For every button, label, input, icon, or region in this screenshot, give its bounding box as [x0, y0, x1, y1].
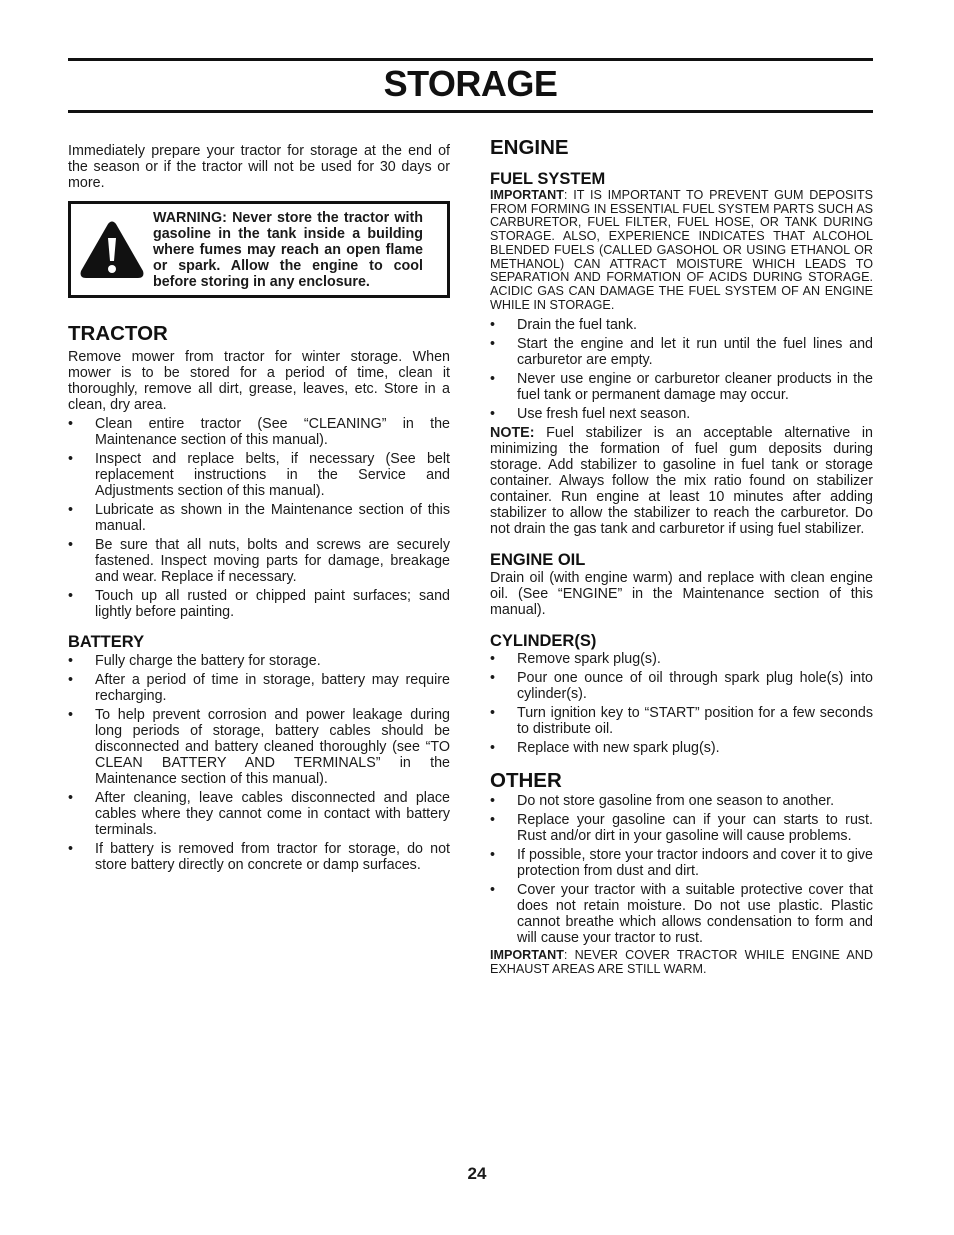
list-item: • After cleaning, leave cables disconnected and place cables where they cannot come in contact with battery terminals.: [68, 790, 450, 838]
fuel-system-heading: FUEL SYSTEM: [490, 170, 606, 188]
list-item: • Be sure that all nuts, bolts and screws are securely fastened. Inspect moving parts for damage, breakage and wear. Replace if necessary.: [68, 537, 450, 585]
left-column: [68, 143, 450, 876]
list-item: • To help prevent corrosion and power leakage during long periods of storage, battery cables should be disconnected and battery cleaned thoroughly (see “TO CLEAN BATTERY AND TERMINALS” in the Maintenance section of this manual).: [68, 707, 450, 787]
list-item: • Inspect and replace belts, if necessary (See belt replacement instructions in the Service and Adjustments section of this manual).: [68, 451, 450, 499]
tractor-heading: TRACTOR: [68, 322, 168, 345]
engine-oil-heading: ENGINE OIL: [490, 551, 586, 570]
cylinders-heading: CYLINDER(S): [490, 632, 597, 651]
list-item: • Touch up all rusted or chipped paint surfaces; sand lightly before painting.: [68, 588, 450, 620]
intro-paragraph: Immediately prepare your tractor for storage at the end of the season or if the tractor will not be used for 30 days or more.: [68, 143, 450, 191]
other-heading: OTHER: [490, 769, 562, 793]
note-label: NOTE:: [490, 425, 535, 442]
list-item: • Never use engine or carburetor cleaner products in the fuel tank or permanent damage may occur.: [490, 371, 873, 403]
other-list: [490, 793, 873, 946]
list-item: • If possible, store your tractor indoors and cover it to give protection from dust and dirt.: [490, 847, 873, 879]
tractor-list: [68, 416, 450, 620]
cylinders-list: [490, 651, 873, 756]
list-item: • Clean entire tractor (See “CLEANING” in the Maintenance section of this manual).: [68, 416, 450, 448]
important-text: : NEVER COVER TRACTOR WHILE ENGINE AND EXHAUST AREAS ARE STILL WARM.: [490, 948, 873, 977]
right-column: [490, 136, 873, 977]
battery-list: [68, 653, 450, 873]
list-item: • Lubricate as shown in the Maintenance section of this manual.: [68, 502, 450, 534]
list-item: • Replace your gasoline can if your can starts to rust. Rust and/or dirt in your gasoline will cause problems.: [490, 812, 873, 844]
title-rule: [68, 110, 873, 113]
page-number: 24: [467, 1164, 487, 1183]
list-item: • Cover your tractor with a suitable protective cover that does not retain moisture. Do not use plastic. Plastic cannot breathe which allows condensation to form and will cause your tractor to rust.: [490, 882, 873, 946]
list-item: • If battery is removed from tractor for storage, do not store battery directly on concrete or damp surfaces.: [68, 841, 450, 873]
important-label: IMPORTANT: [490, 948, 564, 963]
engine-oil-text: Drain oil (with engine warm) and replace with clean engine oil. (See “ENGINE” in the Maintenance section of this manual).: [490, 570, 873, 619]
important-text: : IT IS IMPORTANT TO PREVENT GUM DEPOSITS FROM FORMING IN ESSENTIAL FUEL SYSTEM PARTS SUCH AS CARBURETOR, FUEL FILTER, FUEL HOSE, OR TANK DURING STORAGE. ALSO, EXPERIENCE INDICATES THAT ALCOHOL BLENDED FUELS (CALLED GASOHOL OR USING ETHANOL OR METHANOL) CAN ATTRACT MOISTURE WHICH LEADS TO SEPARATION AND FORMATION OF ACIDS DURING STORAGE. ACIDIC GAS CAN DAMAGE THE FUEL SYSTEM OF AN ENGINE WHILE IN STORAGE.: [490, 188, 873, 312]
warning-box: [68, 201, 450, 298]
list-item: • Start the engine and let it run until the fuel lines and carburetor are empty.: [490, 336, 873, 368]
note-text: Fuel stabilizer is an acceptable alternative in minimizing the formation of fuel gum deposits during storage. Add stabilizer to gasoline in fuel tank or storage container. Always follow the mix ratio found on stabilizer container. Run engine at least 10 minutes after adding stabilizer to allow the stabilizer to reach the carburetor. Do not drain the gas tank and carburetor if using fuel stabilizer.: [490, 425, 873, 538]
list-item: • Drain the fuel tank.: [490, 317, 873, 333]
warning-text: WARNING: Never store the tractor with gasoline in the tank inside a building where fumes may reach an open flame or spark. Allow the engine to cool before storing in any enclosure.: [153, 209, 423, 290]
list-item: • Pour one ounce of oil through spark plug hole(s) into cylinder(s).: [490, 670, 873, 702]
list-item: • After a period of time in storage, battery may require recharging.: [68, 672, 450, 704]
fuel-stabilizer-note: [490, 425, 873, 537]
list-item: • Do not store gasoline from one season to another.: [490, 793, 873, 809]
list-item: • Turn ignition key to “START” position for a few seconds to distribute oil.: [490, 705, 873, 737]
important-label: IMPORTANT: [490, 188, 564, 202]
list-item: • Replace with new spark plug(s).: [490, 740, 873, 756]
page-title: STORAGE: [383, 63, 558, 104]
list-item: • Remove spark plug(s).: [490, 651, 873, 667]
engine-heading: ENGINE: [490, 136, 569, 159]
list-item: • Fully charge the battery for storage.: [68, 653, 450, 669]
battery-heading: BATTERY: [68, 633, 145, 651]
tractor-intro: Remove mower from tractor for winter storage. When mower is to be stored for a period of time, clean it thoroughly, remove all dirt, grease, leaves, etc. Store in a clean, dry area.: [68, 349, 450, 413]
other-important-notice: [490, 949, 873, 976]
fuel-important-notice: [490, 189, 873, 312]
list-item: • Use fresh fuel next season.: [490, 406, 873, 422]
fuel-system-list: [490, 317, 873, 422]
exclamation-triangle-icon: [79, 220, 145, 280]
top-rule: [68, 58, 873, 61]
